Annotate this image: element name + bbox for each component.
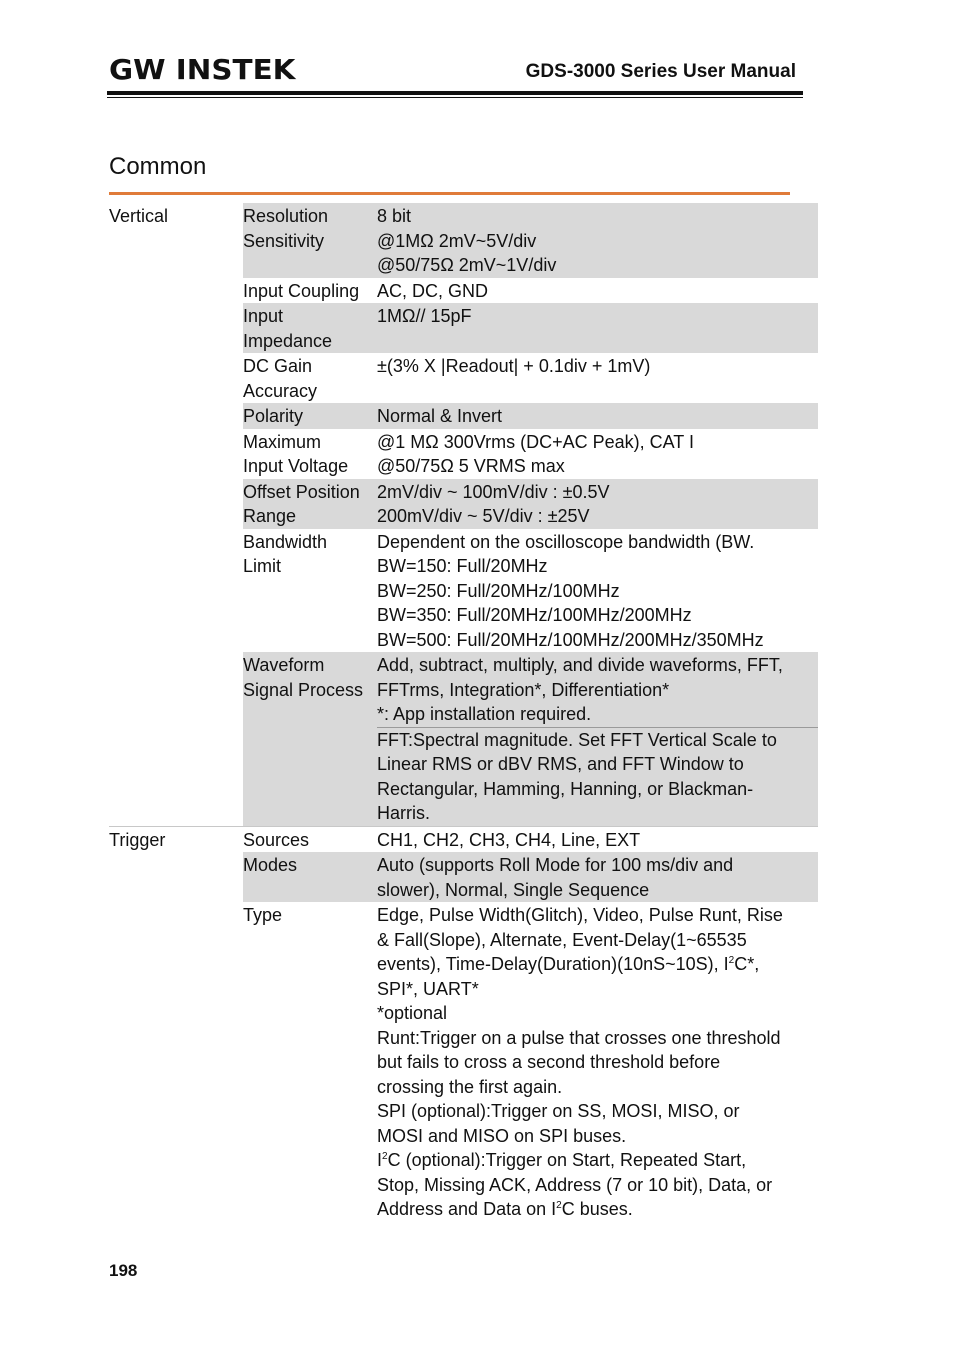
spec-row-waveform	[243, 652, 818, 826]
category-label: Vertical	[109, 206, 169, 226]
spec-row-polarity	[243, 403, 818, 429]
header-rule-thin	[107, 97, 803, 98]
spec-label: Resolution	[243, 206, 329, 226]
spec-value: BW=350: Full/20MHz/100MHz/200MHz	[377, 605, 692, 625]
spec-label: Range	[243, 506, 297, 526]
spec-value: 8 bit	[377, 206, 412, 226]
spec-value: Auto (supports Roll Mode for 100 ms/div and	[377, 855, 734, 875]
spec-value: CH1, CH2, CH3, CH4, Line, EXT	[377, 829, 641, 850]
spec-value: 1MΩ// 15pF	[377, 306, 472, 326]
spec-value: BW=150: Full/20MHz	[377, 556, 548, 576]
spec-value: MOSI and MISO on SPI buses.	[377, 1125, 627, 1146]
spec-label: Impedance	[243, 330, 333, 351]
spec-row-max-input	[243, 429, 818, 479]
spec-row-offset	[243, 479, 818, 529]
spec-value: Normal & Invert	[377, 406, 503, 426]
spec-value: Dependent on the oscilloscope bandwidth (BW.	[377, 531, 755, 552]
spec-value: $I^2C$ (optional):Trigger on Start, Repeated Start,	[377, 1150, 747, 1170]
spec-row-resolution-sensitivity	[243, 203, 818, 278]
spec-row-bandwidth	[243, 529, 818, 653]
category-label: Trigger	[109, 829, 166, 850]
spec-value: BW=250: Full/20MHz/100MHz	[377, 580, 620, 601]
spec-label: Limit	[243, 556, 282, 576]
spec-label: Accuracy	[243, 380, 318, 401]
spec-value: events), Time-Delay(Duration)(10nS~10S), $I^2C*$,	[377, 954, 760, 974]
spec-row-type	[243, 902, 818, 1222]
spec-value: @1 MΩ 300Vrms (DC+AC Peak), CAT I	[377, 431, 694, 452]
spec-rows	[243, 203, 818, 826]
spec-value-block	[377, 653, 818, 727]
spec-value: FFT:Spectral magnitude. Set FFT Vertical Scale to	[377, 729, 777, 750]
spec-value: *: App installation required.	[377, 704, 592, 724]
section-underline	[109, 192, 790, 195]
spec-value: 2mV/div ~ 100mV/div : ±0.5V	[377, 481, 610, 502]
manual-title: GDS-3000 Series User Manual	[525, 61, 796, 82]
spec-value-block	[377, 727, 818, 826]
spec-value: @1MΩ 2mV~5V/div	[377, 230, 537, 251]
spec-value: *optional	[377, 1003, 448, 1023]
spec-value: but fails to cross a second threshold before	[377, 1052, 721, 1072]
spec-value: Stop, Missing ACK, Address (7 or 10 bit), Data, or	[377, 1174, 773, 1195]
spec-label: Input Coupling	[243, 280, 360, 301]
spec-table	[109, 203, 818, 1222]
spec-row-sources	[243, 827, 818, 853]
brand-logo: GW INSTEK	[109, 53, 296, 86]
spec-value: Address and Data on $I^2C$ buses.	[377, 1199, 633, 1219]
spec-label: Sensitivity	[243, 230, 325, 251]
spec-row-input-coupling	[243, 278, 818, 304]
spec-label: Maximum	[243, 431, 322, 452]
spec-value: 200mV/div ~ 5V/div : ±25V	[377, 506, 590, 526]
spec-value: @50/75Ω 5 VRMS max	[377, 456, 565, 476]
spec-value: ±(3% X |Readout| + 0.1div + 1mV)	[377, 356, 651, 376]
header-rule-thick	[107, 91, 803, 95]
spec-value: crossing the first again.	[377, 1076, 563, 1097]
spec-label: DC Gain	[243, 356, 313, 376]
spec-value: slower), Normal, Single Sequence	[377, 879, 650, 900]
spec-value: Add, subtract, multiply, and divide waveforms, FFT,	[377, 655, 783, 675]
spec-label: Offset Position	[243, 481, 360, 502]
spec-label: Modes	[243, 855, 298, 875]
spec-rows	[243, 827, 818, 1222]
spec-label: Input Voltage	[243, 456, 349, 476]
spec-value: Runt:Trigger on a pulse that crosses one threshold	[377, 1027, 781, 1048]
spec-label: Polarity	[243, 406, 304, 426]
spec-value: @50/75Ω 2mV~1V/div	[377, 255, 557, 275]
spec-value: & Fall(Slope), Alternate, Event-Delay(1~65535	[377, 929, 747, 950]
spec-value: Linear RMS or dBV RMS, and FFT Window to	[377, 754, 744, 774]
spec-row-input-impedance	[243, 303, 818, 353]
spec-value: Edge, Pulse Width(Glitch), Video, Pulse Runt, Rise	[377, 905, 783, 925]
spec-value: BW=500: Full/20MHz/100MHz/200MHz/350MHz	[377, 629, 764, 650]
spec-label: Type	[243, 905, 283, 925]
spec-label: Bandwidth	[243, 531, 328, 552]
spec-label: Signal Process	[243, 679, 364, 700]
spec-row-modes	[243, 852, 818, 902]
spec-value: Rectangular, Hamming, Hanning, or Blackman-	[377, 778, 754, 799]
spec-group-trigger	[109, 826, 818, 1222]
spec-value: AC, DC, GND	[377, 280, 489, 301]
spec-group-vertical	[109, 203, 818, 826]
spec-value: SPI (optional):Trigger on SS, MOSI, MISO, or	[377, 1101, 740, 1121]
spec-label: Input	[243, 306, 284, 326]
page-number: 198	[109, 1261, 138, 1280]
spec-value: Harris.	[377, 803, 430, 823]
section-title: Common	[109, 153, 207, 180]
spec-value: SPI*, UART*	[377, 978, 479, 999]
spec-row-dc-gain	[243, 353, 818, 403]
spec-label: Waveform	[243, 655, 325, 675]
spec-value: FFTrms, Integration*, Differentiation*	[377, 679, 670, 700]
spec-label: Sources	[243, 829, 310, 850]
